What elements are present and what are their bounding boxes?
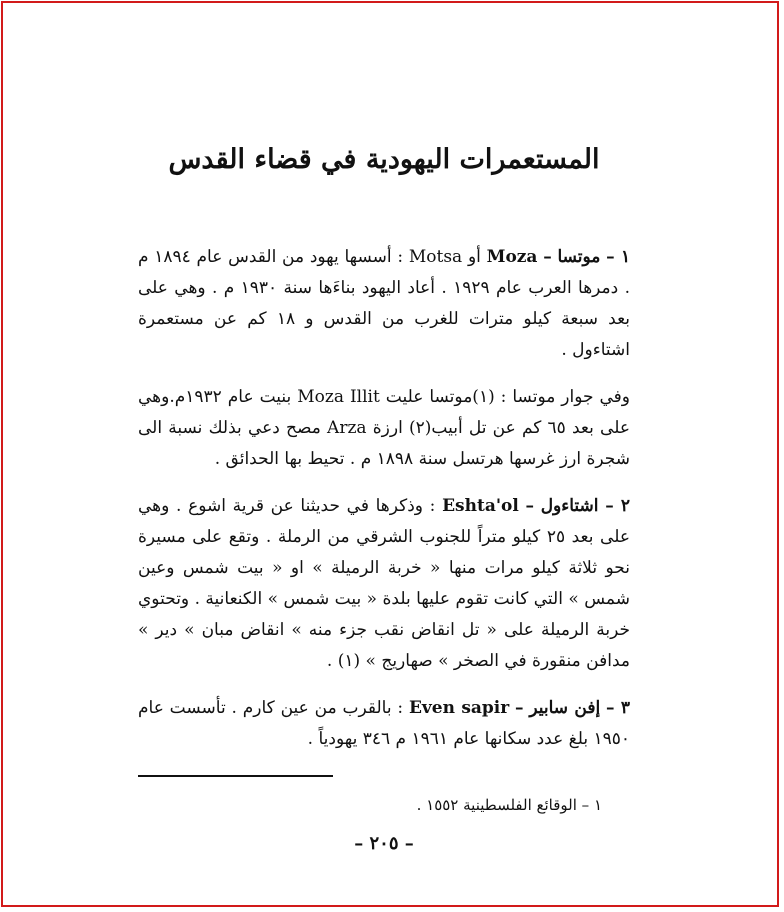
entry-name: موتسا	[557, 247, 601, 267]
entry-number: ٢ –	[605, 496, 631, 516]
entry-even-sapir: ٣ – إفن سابير – Even sapir : بالقرب من عين كارم . تأسست عام ١٩٥٠ بلغ عدد سكانها عام ١٩٦١ م ٣٤٦ يهودياً .	[138, 698, 630, 749]
entry-latin-name: Eshta'ol	[442, 496, 519, 516]
entry-eshtaol: ٢ – اشتاءول – Eshta'ol : وذكرها في حديثنا عن قرية اشوع . وهي على بعد ٢٥ كيلو متراً للجنوب الشرقي من الرملة . وتقع على مسيرة نحو ثلاثة كيلو مرات منها « خربة الرميلة » او « بيت شمس وعين شمس » التي كانت تقوم عليها بلدة « بيت شمس » الكنعانية . وتحتوي خربة الرميلة على « تل انقاض نقب جزء منه » انقاض مبان » دير » مدافن منقورة في الصخر » صهاريج » (١) .	[138, 496, 631, 671]
entry-connector: أو	[467, 247, 481, 267]
entry-moza: ١ – موتسا – Moza أو Motsa : أسسها يهود من القدس عام ١٨٩٤ م . دمرها العرب عام ١٩٢٩ . أعاد اليهود بناءَها سنة ١٩٣٠ م . وهي على بعد سبعة كيلو مترات للغرب من القدس و ١٨ كم عن مستعمرة اشتاءول .	[138, 247, 631, 360]
entry-moza-vicinity	[138, 382, 630, 475]
entry-latin-name: Even sapir	[408, 698, 510, 718]
entry-number: ١ –	[606, 247, 631, 267]
entry-name: إفن سابير	[529, 698, 601, 718]
footnote-rule	[138, 775, 333, 777]
entry-latin-name: Moza	[486, 247, 538, 267]
page-number: – ٢٠٥ –	[354, 833, 414, 854]
document-page	[138, 140, 630, 854]
entry-number: ٣ –	[606, 698, 630, 718]
entry-text: وفي جوار موتسا : (١)موتسا عليت Moza Illit بنيت عام ١٩٣٢م.وهي على بعد ٦٥ كم عن تل أبيب(٢) ارزة Arza مصح دعي بذلك نسبة الى شجرة ارز غرسها هرتسل سنة ١٨٩٨ م . تحيط بها الحدائق .	[138, 387, 630, 469]
entry-name: اشتاءول	[540, 496, 599, 516]
entry-text: : بالقرب من عين كارم . تأسست عام ١٩٥٠ بلغ عدد سكانها عام ١٩٦١ م ٣٤٦ يهودياً .	[138, 698, 630, 749]
entry-text: : وذكرها في حديثنا عن قرية اشوع . وهي على بعد ٢٥ كيلو متراً للجنوب الشرقي من الرملة . وتقع على مسيرة نحو ثلاثة كيلو مرات منها « خربة الرميلة » او « بيت شمس وعين شمس » التي كانت تقوم عليها بلدة « بيت شمس » الكنعانية . وتحتوي خربة الرميلة على « تل انقاض نقب جزء منه » انقاض مبان » دير » مدافن منقورة في الصخر » صهاريج » (١) .	[138, 496, 630, 671]
entry-latin-name-alt: Motsa	[408, 247, 463, 267]
page-title: المستعمرات اليهودية في قضاء القدس	[168, 144, 600, 175]
footnote: ١ – الوقائع الفلسطينية ١٥٥٢ .	[416, 796, 602, 814]
entry-text: : أسسها يهود من القدس عام ١٨٩٤ م . دمرها العرب عام ١٩٢٩ . أعاد اليهود بناءَها سنة ١٩٣٠ م . وهي على بعد سبعة كيلو مترات للغرب من القدس و ١٨ كم عن مستعمرة اشتاءول .	[138, 247, 630, 360]
